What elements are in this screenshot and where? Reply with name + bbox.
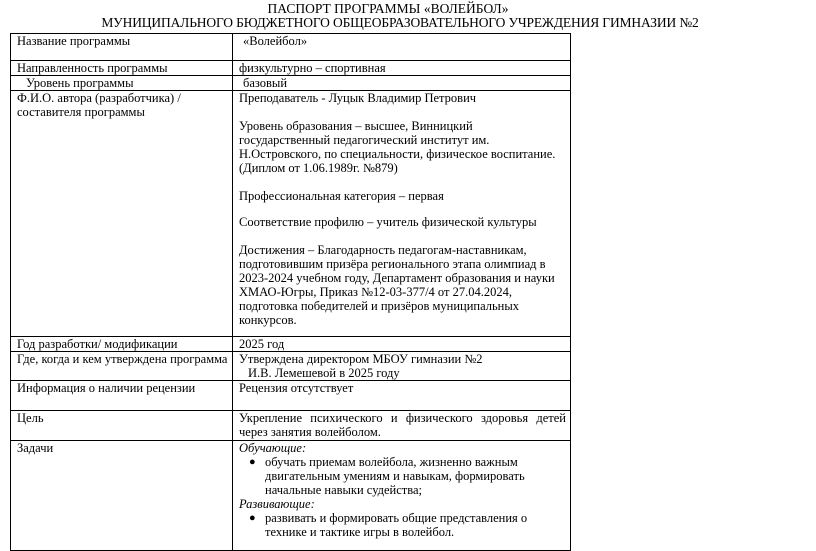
list-item: ● обучать приемам волейбола, жизненно важным двигательным умениям и навыкам, формировать начальные навыки судейства; xyxy=(249,455,525,497)
label-review: Информация о наличии рецензии xyxy=(11,381,233,411)
value-tasks xyxy=(233,441,571,551)
row-program-name xyxy=(11,34,571,61)
label-direction: Направленность программы xyxy=(11,61,233,76)
tasks-developing-heading: Развивающие: xyxy=(239,497,315,511)
passport-table xyxy=(10,33,571,551)
bullet-icon: ● xyxy=(249,456,256,468)
value-direction: физкультурно – спортивная xyxy=(233,61,571,76)
bullet-icon: ● xyxy=(249,512,256,524)
list-item: ● развивать и формировать общие представления о технике и тактике игры в волейбол. xyxy=(249,511,528,539)
author-category: Профессиональная категория – первая xyxy=(239,189,444,203)
approved-line-1: Утверждена директором МБОУ гимназии №2 xyxy=(239,352,483,366)
author-profile: Соответствие профилю – учитель физической культуры xyxy=(239,215,537,229)
row-year xyxy=(11,337,571,352)
label-approved: Где, когда и кем утверждена программа xyxy=(11,352,233,381)
row-tasks xyxy=(11,441,571,551)
value-review: Рецензия отсутствует xyxy=(233,381,571,411)
label-year: Год разработки/ модификации xyxy=(11,337,233,352)
passport-title: ПАСПОРТ ПРОГРАММЫ «ВОЛЕЙБОЛ» xyxy=(267,1,509,16)
label-program-name: Название программы xyxy=(11,34,233,61)
value-approved xyxy=(233,352,571,381)
value-program-name: «Волейбол» xyxy=(233,34,571,61)
tasks-developing-list xyxy=(239,511,566,539)
tasks-teaching-heading: Обучающие: xyxy=(239,441,307,455)
author-achievements: Достижения – Благодарность педагогам-наставникам, подготовившим призёра регионального этапа олимпиад в 2023-2024 учебном году, Департамент образования и науки ХМАО-Югры, Приказ №12-03-377/4 от 27.04.2024, подготовка победителей и призёров муниципальных конкурсов. xyxy=(239,243,555,327)
label-author: Ф.И.О. автора (разработчика) / составителя программы xyxy=(11,91,233,337)
row-goal xyxy=(11,411,571,441)
label-level: Уровень программы xyxy=(11,76,233,91)
row-level xyxy=(11,76,571,91)
tasks-teaching-list xyxy=(239,455,566,497)
approved-line-2: И.В. Лемешевой в 2025 году xyxy=(248,366,400,380)
value-goal: Укрепление психического и физического здоровья детей через занятия волейболом. xyxy=(233,411,571,441)
label-goal: Цель xyxy=(11,411,233,441)
label-tasks: Задачи xyxy=(11,441,233,551)
institution-title: МУНИЦИПАЛЬНОГО БЮДЖЕТНОГО ОБЩЕОБРАЗОВАТЕЛЬНОГО УЧРЕЖДЕНИЯ ГИМНАЗИИ №2 xyxy=(101,15,699,30)
row-author xyxy=(11,91,571,337)
row-review xyxy=(11,381,571,411)
row-direction xyxy=(11,61,571,76)
value-level: базовый xyxy=(233,76,571,91)
value-year: 2025 год xyxy=(233,337,571,352)
author-education: Уровень образования – высшее, Винницкий государственный педагогический институт им. Н.Островского, по специальности, физическое воспитание. (Диплом от 1.06.1989г. №879) xyxy=(239,119,556,175)
row-approved xyxy=(11,352,571,381)
value-author xyxy=(233,91,571,337)
author-teacher: Преподаватель - Луцык Владимир Петрович xyxy=(239,91,477,105)
